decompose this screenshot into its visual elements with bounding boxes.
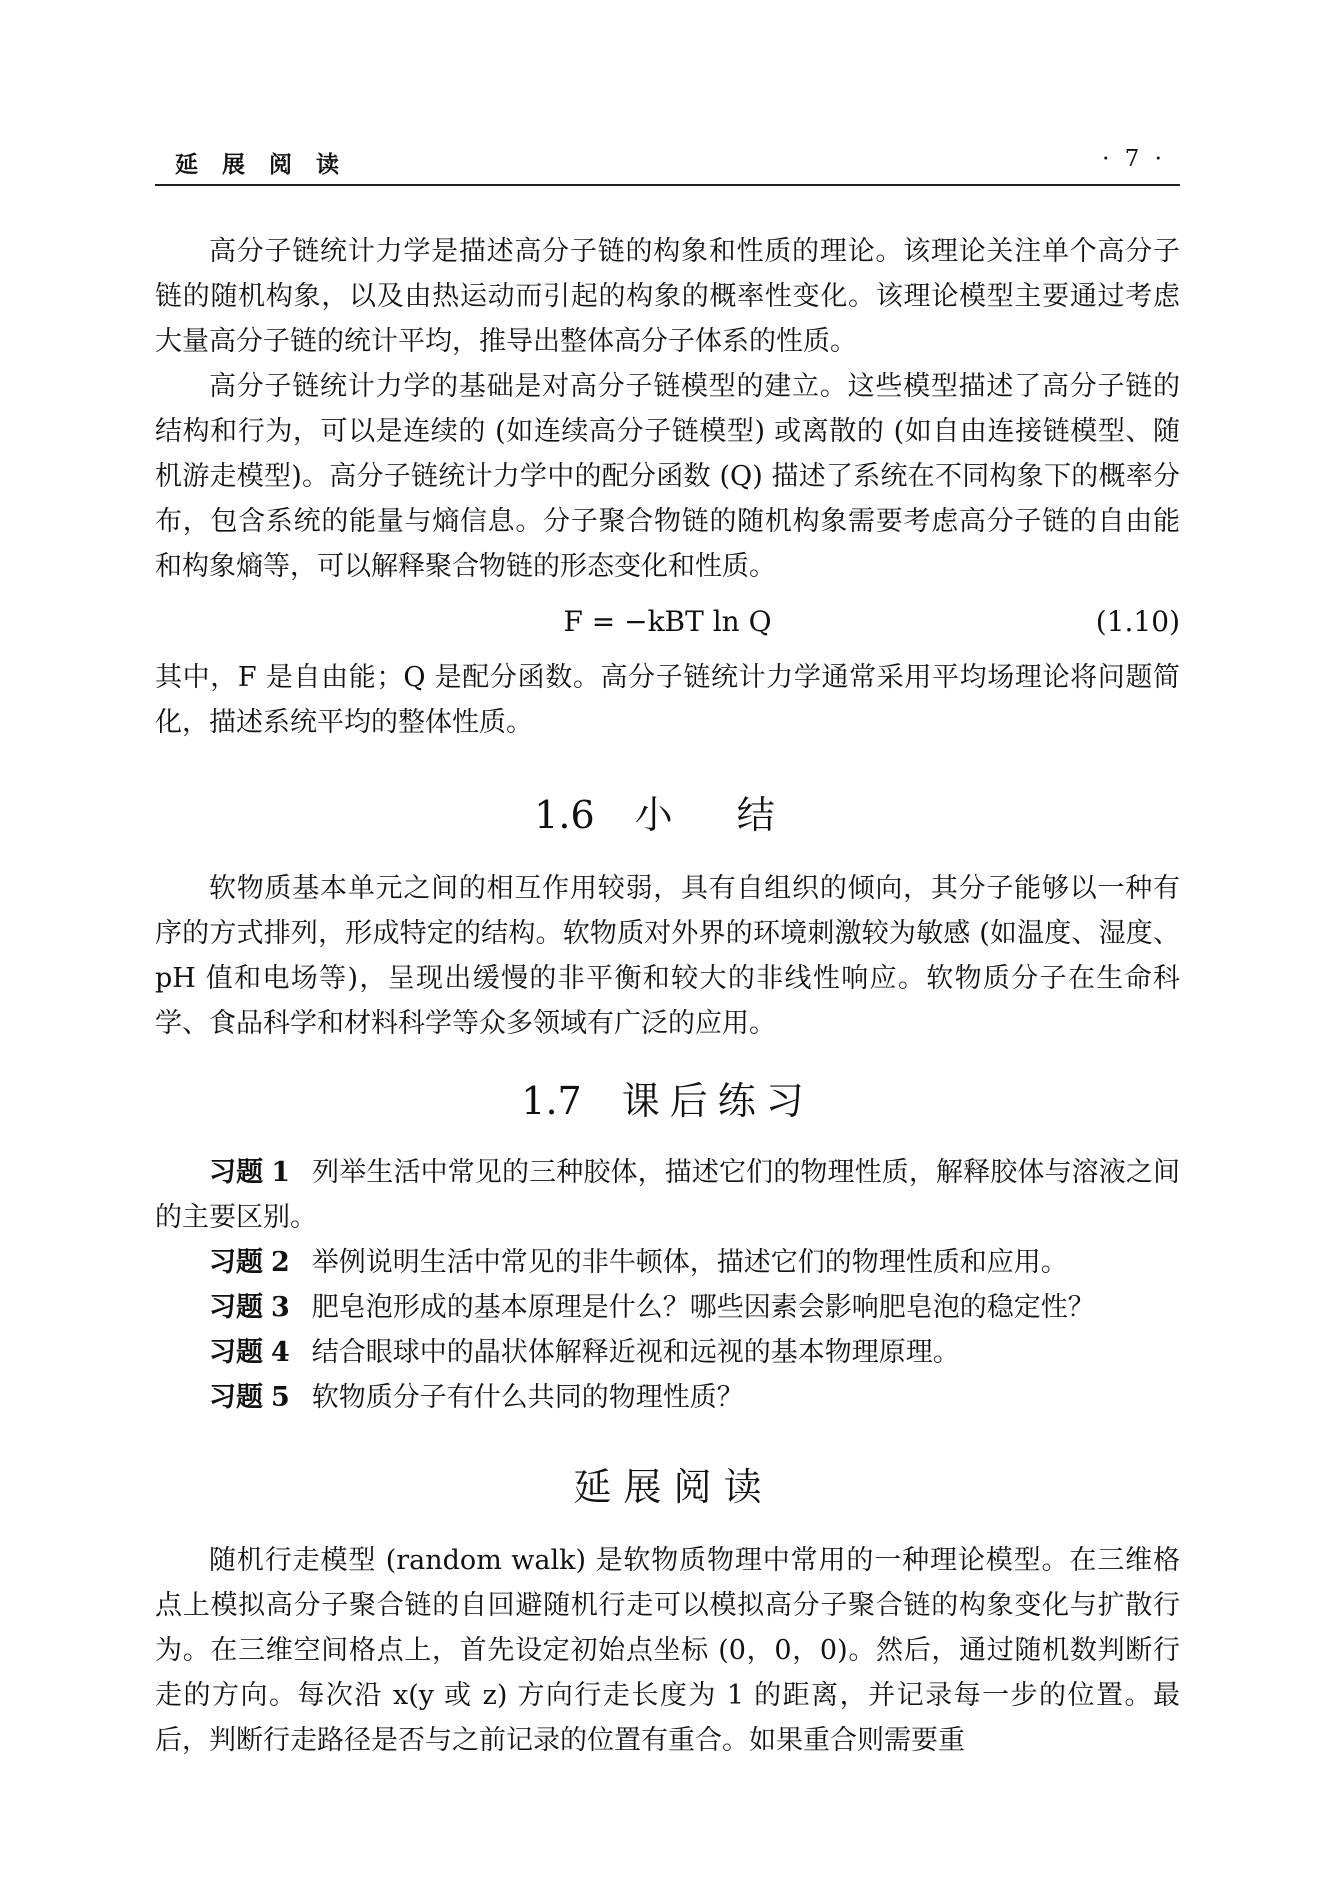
equation-free-energy: F = −kBT ln Q [563,605,772,638]
exercise-item [155,1240,1180,1285]
exercise-text: 列举生活中常见的三种胶体，描述它们的物理性质，解释胶体与溶液之间的主要区别。 [155,1157,1181,1233]
equation-1-10 [155,589,1180,655]
exercise-text: 软物质分子有什么共同的物理性质？ [311,1382,744,1413]
exercise-item [155,1330,1180,1375]
section-heading-extended-reading [155,1462,1180,1512]
exercise-label: 习题 1 [209,1157,291,1188]
equation-number: (1.10) [1095,605,1180,638]
section-heading-1-6 [155,790,1180,840]
section-number: 1.7 [521,1079,582,1123]
section-title: 课后练习 [621,1079,814,1123]
section-number: 1.6 [534,793,595,837]
paragraph-polymer-models: 高分子链统计力学的基础是对高分子链模型的建立。这些模型描述了高分子链的结构和行为，可以是连续的 (如连续高分子链模型) 或离散的 (如自由连接链模型、随机游走模型)。高分子链统计力学中的配分函数 (Q) 描述了系统在不同构象下的概率分布，包含系统的能量与熵信息。分子聚合物链的随机构象需要考虑高分子链的自由能和构象熵等，可以解释聚合物链的形态变化和性质。 [155,371,1180,582]
section-heading-1-7 [155,1076,1180,1126]
exercise-text: 结合眼球中的晶状体解释近视和远视的基本物理原理。 [311,1337,960,1368]
section-title: 小 结 [634,793,801,837]
exercise-label: 习题 2 [209,1247,290,1278]
exercise-item [155,1285,1180,1330]
extended-reading-section [155,1538,1180,1763]
book-page [155,0,1180,1882]
exercise-label: 习题 3 [209,1292,290,1323]
exercises-list [155,1150,1180,1420]
exercise-label: 习题 4 [209,1337,290,1368]
paragraph-summary: 软物质基本单元之间的相互作用较弱，具有自组织的倾向，其分子能够以一种有序的方式排列，形成特定的结构。软物质对外界的环境刺激较为敏感 (如温度、湿度、pH 值和电场等)，呈现出缓慢的非平衡和较大的非线性响应。软物质分子在生命科学、食品科学和材料科学等众多领域有广泛的应用。 [155,873,1180,1039]
exercise-text: 肥皂泡形成的基本原理是什么？哪些因素会影响肥皂泡的稳定性？ [311,1292,1095,1323]
paragraph-equation-explanation: 其中，F 是自由能；Q 是配分函数。高分子链统计力学通常采用平均场理论将问题简化，描述系统平均的整体性质。 [155,662,1180,738]
exercise-item [155,1150,1180,1240]
exercise-item [155,1375,1180,1420]
statistical-mechanics-section [155,229,1180,745]
paragraph-polymer-statistics: 高分子链统计力学是描述高分子链的构象和性质的理论。该理论关注单个高分子链的随机构象，以及由热运动而引起的构象的概率性变化。该理论模型主要通过考虑大量高分子链的统计平均，推导出整体高分子体系的性质。 [155,236,1180,357]
paragraph-random-walk: 随机行走模型 (random walk) 是软物质物理中常用的一种理论模型。在三维格点上模拟高分子聚合链的自回避随机行走可以模拟高分子聚合链的构象变化与扩散行为。在三维空间格点上，首先设定初始点坐标 (0，0，0)。然后，通过随机数判断行走的方向。每次沿 x(y 或 z) 方向行走长度为 1 的距离，并记录每一步的位置。最后，判断行走路径是否与之前记录的位置有重合。如果重合则需要重 [155,1545,1180,1756]
exercise-text: 举例说明生活中常见的非牛顿体，描述它们的物理性质和应用。 [311,1247,1068,1278]
summary-section [155,866,1180,1046]
running-header [155,146,1180,186]
running-header-title: 延 展 阅 读 [175,151,348,178]
page-number: · 7 · [1102,146,1166,172]
section-title: 延 展 阅 读 [573,1465,762,1509]
exercise-label: 习题 5 [209,1382,290,1413]
